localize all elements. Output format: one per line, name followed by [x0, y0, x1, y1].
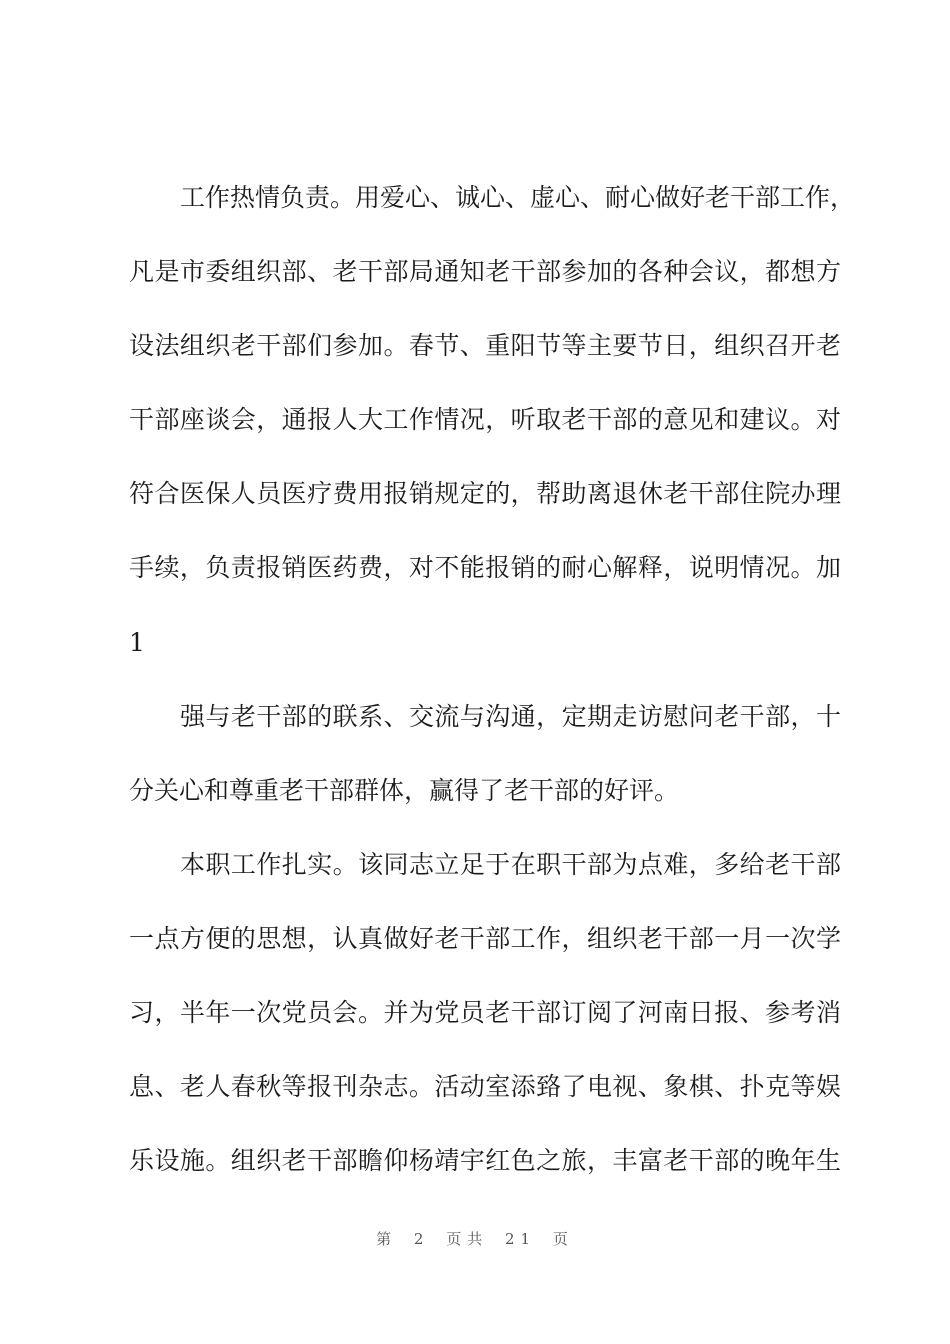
- paragraph-line: 工作热情负责。用爱心、诚心、虚心、耐心做好老干部工作，: [180, 183, 856, 212]
- paragraph-line: 手续，负责报销医药费，对不能报销的耐心解释，说明情况。加: [129, 553, 841, 582]
- paragraph-line: 习，半年一次党员会。并为党员老干部订阅了河南日报、参考消: [129, 998, 841, 1027]
- paragraph-line: 息、老人春秋等报刊杂志。活动室添臵了电视、象棋、扑克等娱: [129, 1072, 841, 1101]
- paragraph-line: 一点方便的思想，认真做好老干部工作，组织老干部一月一次学: [129, 924, 841, 953]
- paragraph-line: 分关心和尊重老干部群体，赢得了老干部的好评。: [129, 776, 680, 805]
- paragraph-line: 本职工作扎实。该同志立足于在职干部为点难，多给老干部: [180, 850, 841, 879]
- page-footer: 第 2 页共 21 页: [376, 1230, 574, 1248]
- paragraph-line: 设法组织老干部们参加。春节、重阳节等主要节日，组织召开老: [129, 331, 841, 360]
- paragraph-line: 强与老干部的联系、交流与沟通，定期走访慰问老干部，十: [180, 702, 841, 731]
- paragraph-line: 凡是市委组织部、老干部局通知老干部参加的各种会议，都想方: [129, 257, 841, 286]
- paragraph-line: 符合医保人员医疗费用报销规定的，帮助离退休老干部住院办理: [129, 479, 841, 508]
- page-number-inline: 1: [129, 628, 145, 657]
- paragraph-line: 干部座谈会，通报人大工作情况，听取老干部的意见和建议。对: [129, 405, 841, 434]
- paragraph-line: 乐设施。组织老干部瞻仰杨靖宇红色之旅，丰富老干部的晚年生: [129, 1146, 841, 1175]
